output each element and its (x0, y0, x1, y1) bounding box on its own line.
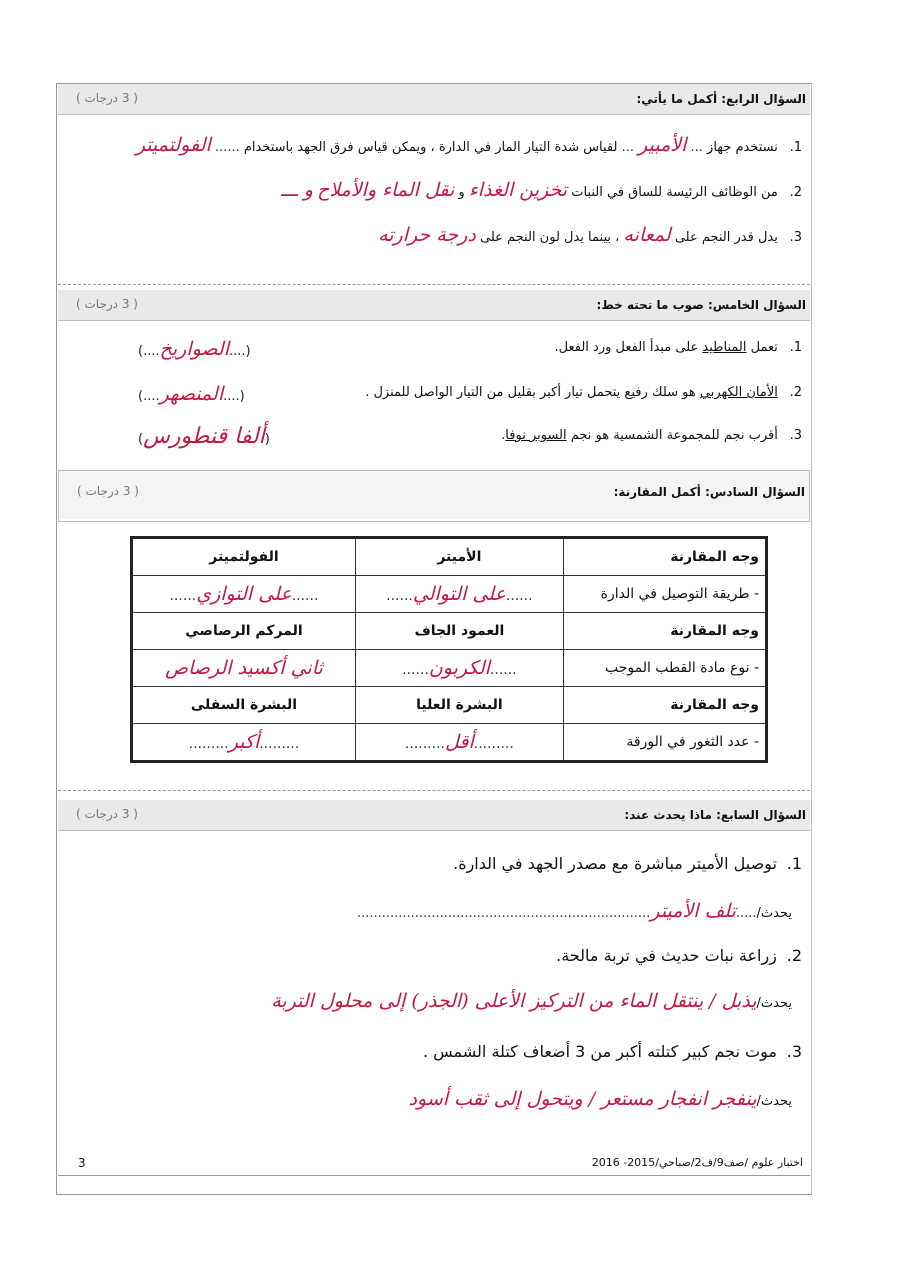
question-4-section (58, 84, 810, 284)
q7-item-3 (423, 1042, 802, 1061)
col1-answer-cell: .........أقل......... (355, 724, 563, 762)
question-5-section (58, 290, 810, 460)
q4-item-3-answer-2: درجة حرارته (378, 224, 476, 246)
q4-item-2-answer-1: تخزين الغذاء (468, 179, 568, 201)
question-7-title: السؤال السابع: ماذا يحدث عند: (624, 808, 806, 822)
q7-item-3-answer-line (409, 1088, 792, 1110)
q4-item-1 (136, 134, 802, 156)
q7-item-3-answer: ينفجر انفجار مستعر / ويتحول إلى ثقب أسود (408, 1088, 757, 1110)
q5-item-1-pre: تعمل (746, 340, 778, 355)
q7-item-1-answer-line: يحدث/.....تلف الأميتر....................................................................... (356, 900, 792, 922)
q5-item-3-pre: أقرب نجم للمجموعة الشمسية هو نجم (566, 428, 778, 443)
q4-item-3-answer-1: لمعانه (623, 224, 671, 246)
q5-item-1-answer: الصواريخ (159, 338, 229, 360)
feature-label: - عدد الثغور في الورقة (563, 724, 766, 762)
question-7-header (58, 800, 810, 831)
col2-header: البشرة السفلى (132, 687, 356, 724)
q5-item-3-answer: ألفا قنطورس (143, 424, 265, 449)
question-4-title: السؤال الرابع: أكمل ما يأتي: (636, 92, 806, 106)
question-4-header (58, 84, 810, 115)
q5-item-3-number: 3. (789, 428, 802, 443)
col1-header: البشرة العليا (355, 687, 563, 724)
q7-item-1-number: 1. (786, 854, 802, 873)
q7-item-3-text: موت نجم كبير كتلته أكبر من 3 أضعاف كتلة الشمس . (422, 1042, 777, 1061)
q4-item-1-text-b: لقياس شدة التيار المار في الدارة ، ويمكن قياس فرق الجهد باستخدام (239, 140, 618, 155)
col1-answer: أقل (444, 731, 474, 753)
comparison-row-2-header (132, 613, 767, 650)
q4-item-2-answer-3: و ـــ (281, 179, 313, 201)
col2-header: المركم الرصاصي (132, 613, 356, 650)
q4-item-3 (378, 224, 802, 246)
q4-item-2-number: 2. (789, 185, 802, 200)
col1-header: الأميتر (355, 538, 563, 576)
feature-label: - طريقة التوصيل في الدارة (563, 576, 766, 613)
q7-item-1-label: يحدث/ (756, 906, 792, 921)
col2-answer-cell: ......على التوازي...... (132, 576, 356, 613)
q5-item-1 (555, 340, 803, 355)
question-4-score: ( 3 درجات ) (76, 91, 138, 105)
col2-answer: أكبر (228, 731, 260, 753)
q4-item-1-dots-1: ... (690, 140, 703, 155)
q4-item-1-answer-2: الفولتميتر (135, 134, 211, 156)
comparison-row-3 (132, 724, 767, 762)
col1-answer-cell: ......الكربون...... (355, 650, 563, 687)
q5-item-3-post: . (501, 428, 506, 443)
q7-item-2-text: زراعة نبات حديث في تربة مالحة. (556, 946, 777, 965)
col2-answer-cell: .........أكبر......... (132, 724, 356, 762)
comparison-table (130, 536, 768, 763)
feature-header: وجه المقارنة (563, 613, 766, 650)
q4-item-3-text-a: يدل قدر النجم على (674, 230, 778, 245)
question-7-score: ( 3 درجات ) (76, 807, 138, 821)
comparison-row-3-header (132, 687, 767, 724)
q4-item-1-number: 1. (789, 140, 802, 155)
question-5-title: السؤال الخامس: صوب ما تحته خط: (596, 298, 806, 312)
q5-item-2-post: هو سلك رفيع يتحمل تيار أكبر بقليل من التيار الواصل للمنزل . (365, 385, 700, 400)
q5-item-2 (365, 385, 802, 400)
feature-header: وجه المقارنة (563, 538, 766, 576)
q4-item-2-text-b: و (458, 185, 465, 200)
footer-divider (58, 1175, 810, 1176)
comparison-row-1 (132, 576, 767, 613)
q7-item-3-number: 3. (786, 1042, 802, 1061)
q4-item-2-text-a: من الوظائف الرئيسة للساق في النبات (571, 185, 778, 200)
q4-item-3-number: 3. (789, 230, 802, 245)
page-number: 3 (78, 1156, 86, 1170)
q7-item-2-label: يحدث/ (756, 996, 792, 1011)
question-7-section (58, 800, 810, 1150)
q5-item-1-number: 1. (789, 340, 802, 355)
q5-item-1-underlined: المناطيد (702, 340, 747, 355)
divider (58, 790, 810, 791)
col2-answer: على التوازي (196, 583, 292, 605)
question-6-header (59, 471, 809, 519)
q4-item-1-dots-3: ...... (214, 140, 240, 155)
q5-item-3 (501, 428, 802, 443)
footer-exam-info: اختبار علوم /صف9/ف2/صباحي/2015- 2016 (591, 1156, 803, 1169)
q4-item-1-answer-1: الأمبير (638, 134, 687, 156)
q5-item-1-post: على مبدأ الفعل ورد الفعل. (554, 340, 703, 355)
q4-item-3-text-b: ، بينما يدل لون النجم على (479, 230, 620, 245)
q7-item-2-answer: يذبل / ينتقل الماء من التركيز الأعلى (الجذر) إلى محلول التربة (271, 990, 757, 1012)
col1-answer: على التوالي (412, 583, 506, 605)
q7-item-1-answer: تلف الأميتر (650, 900, 736, 922)
col1-answer: الكربون (428, 657, 490, 679)
col2-answer-cell (132, 650, 356, 687)
q7-item-2-number: 2. (786, 946, 802, 965)
question-5-score: ( 3 درجات ) (76, 297, 138, 311)
q5-item-3-underlined: السوبر نوفا (505, 428, 567, 443)
col1-answer-cell: ......على التوالي...... (355, 576, 563, 613)
q4-item-1-dots-2: ... (621, 140, 634, 155)
feature-header: وجه المقارنة (563, 687, 766, 724)
question-6-section (58, 470, 810, 522)
question-5-header (58, 290, 810, 321)
q4-item-1-text-a: نستخدم جهاز (702, 140, 778, 155)
q7-item-1-text: توصيل الأميتر مباشرة مع مصدر الجهد في الدارة. (453, 854, 777, 873)
q7-item-1 (453, 854, 802, 873)
q5-item-1-answer-box: (....الصواريخ....) (138, 338, 251, 360)
feature-label: - نوع مادة القطب الموجب (563, 650, 766, 687)
q5-item-2-number: 2. (789, 385, 802, 400)
question-6-title: السؤال السادس: أكمل المقارنة: (613, 485, 805, 499)
q5-item-2-answer: المنصهر (159, 383, 224, 405)
q5-item-3-answer-box: (ألفا قنطورس) (138, 424, 270, 449)
q4-item-2 (281, 179, 802, 201)
divider (58, 284, 810, 285)
col2-header: الفولتميتر (132, 538, 356, 576)
col2-answer: ثاني أكسيد الرصاص (165, 657, 323, 679)
col1-header: العمود الجاف (355, 613, 563, 650)
q7-item-2-answer-line (271, 990, 792, 1012)
q5-item-2-underlined: الأمان الكهربي (699, 385, 778, 400)
question-6-score: ( 3 درجات ) (77, 484, 139, 498)
q7-item-2 (556, 946, 802, 965)
q4-item-2-answer-2: نقل الماء والأملاح (317, 179, 455, 201)
q7-item-3-label: يحدث/ (756, 1094, 792, 1109)
comparison-row-1-header (132, 538, 767, 576)
q5-item-2-answer-box: (....المنصهر....) (138, 383, 245, 405)
comparison-row-2 (132, 650, 767, 687)
